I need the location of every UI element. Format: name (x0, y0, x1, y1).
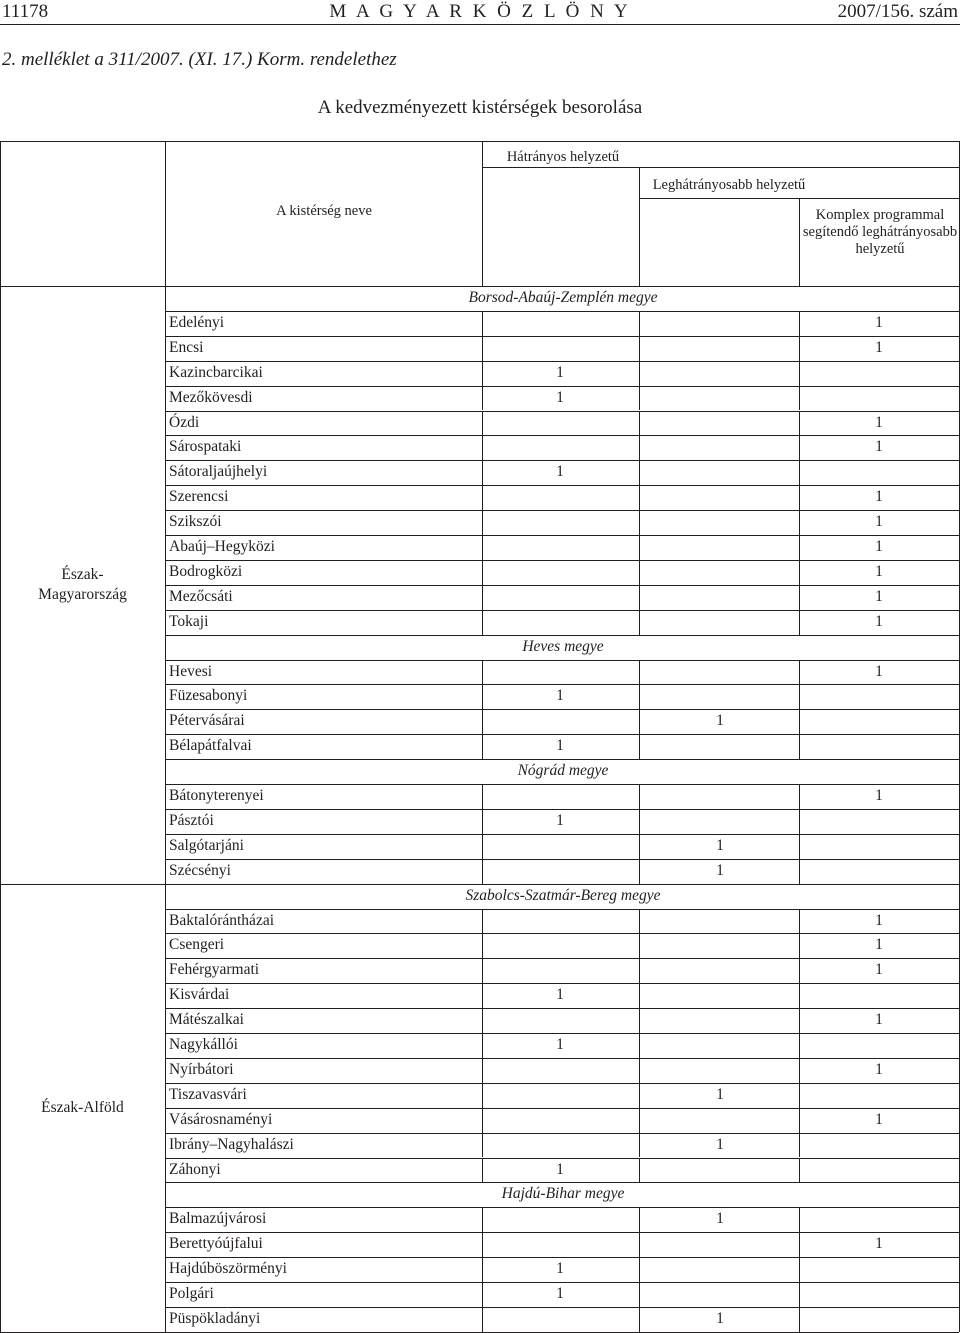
cell-divider (482, 1108, 483, 1133)
cell-divider (639, 1232, 640, 1257)
classification-mark: 1 (556, 986, 564, 1004)
row-border (165, 759, 959, 760)
region-name (0, 1098, 165, 1118)
cell-divider (639, 1158, 640, 1183)
cell-divider (482, 560, 483, 585)
subregion-name: Kazincbarcikai (169, 363, 263, 381)
classification-mark: 1 (716, 861, 724, 879)
row-border (165, 411, 959, 412)
subregion-name: Szerencsi (169, 488, 229, 506)
cell-divider (799, 1083, 800, 1108)
row-border (165, 1158, 959, 1159)
classification-mark: 1 (875, 538, 883, 555)
county-heading: Borsod-Abaúj-Zemplén megye (468, 289, 658, 306)
region-name-line2: Magyarország (38, 585, 127, 603)
cell-divider (799, 386, 800, 411)
cell-divider (482, 784, 483, 809)
cell-divider (639, 684, 640, 709)
cell-divider (799, 1282, 800, 1307)
cell-divider (482, 1008, 483, 1033)
subregion-name: Balmazújvárosi (169, 1210, 267, 1228)
subregion-name: Szécsényi (169, 861, 231, 879)
subregion-name: Sátoraljaújhelyi (169, 463, 268, 481)
classification-mark: 1 (875, 1011, 883, 1029)
cell-divider (799, 734, 800, 759)
classification-mark: 1 (875, 413, 883, 431)
row-border (165, 311, 959, 312)
header-divider-name (482, 141, 483, 286)
cell-divider (799, 660, 800, 685)
row-border (165, 1033, 959, 1034)
column-header-disadvantaged: Hátrányos helyzetű (506, 149, 620, 165)
row-border (165, 1282, 959, 1283)
cell-divider (799, 909, 800, 934)
cell-divider (799, 1307, 800, 1332)
cell-divider (482, 1033, 483, 1058)
cell-divider (799, 1108, 800, 1133)
header-rule-disadvantaged (482, 167, 959, 168)
cell-divider (639, 709, 640, 734)
cell-divider (799, 585, 800, 610)
cell-divider (482, 1133, 483, 1158)
county-heading: Heves megye (522, 637, 604, 655)
cell-divider (799, 784, 800, 809)
row-border (165, 933, 959, 934)
cell-divider (639, 560, 640, 585)
page-number: 11178 (2, 1, 49, 22)
cell-divider (482, 1232, 483, 1257)
cell-divider (639, 1282, 640, 1307)
header-bottom-border (0, 286, 960, 287)
county-heading: Nógrád megye (517, 762, 609, 780)
row-border (165, 1108, 959, 1109)
cell-divider (639, 834, 640, 859)
header-divider-most (799, 198, 800, 286)
row-border (165, 585, 959, 586)
cell-divider (482, 909, 483, 934)
column-header-name: A kistérség neve (276, 203, 372, 219)
cell-divider (799, 983, 800, 1008)
subregion-name: Mátészalkai (169, 1011, 244, 1029)
classification-mark: 1 (875, 1235, 883, 1253)
cell-divider (799, 684, 800, 709)
row-border (165, 734, 959, 735)
cell-divider (799, 1133, 800, 1158)
row-border (165, 709, 959, 710)
cell-divider (799, 460, 800, 485)
classification-mark: 1 (875, 313, 883, 331)
column-header-most-disadvantaged: Leghátrányosabb helyzetű (652, 177, 806, 193)
cell-divider (639, 1083, 640, 1108)
classification-table (0, 141, 960, 1327)
page-header (0, 0, 960, 24)
row-border (165, 784, 959, 785)
cell-divider (482, 535, 483, 560)
row-border (165, 884, 959, 885)
classification-mark: 1 (875, 338, 883, 356)
classification-mark: 1 (875, 562, 883, 580)
row-border (165, 684, 959, 685)
table-left-border (0, 141, 1, 1332)
subregion-name: Szikszói (169, 513, 222, 531)
cell-divider (482, 734, 483, 759)
cell-divider (639, 734, 640, 759)
subregion-name: Püspökladányi (169, 1309, 261, 1327)
header-divider-disadvantaged (639, 167, 640, 286)
region-name-line1: Észak-Alföld (41, 1098, 124, 1116)
row-border (165, 660, 959, 661)
classification-mark: 1 (875, 438, 883, 456)
cell-divider (482, 1058, 483, 1083)
classification-mark: 1 (556, 463, 564, 481)
cell-divider (639, 411, 640, 436)
row-border (165, 1307, 959, 1308)
classification-mark: 1 (875, 961, 883, 979)
cell-divider (482, 834, 483, 859)
classification-mark: 1 (556, 363, 564, 381)
cell-divider (482, 460, 483, 485)
subregion-name: Vásárosnaményi (169, 1110, 273, 1128)
cell-divider (639, 535, 640, 560)
subregion-name: Abaúj–Hegyközi (169, 538, 275, 555)
cell-divider (799, 560, 800, 585)
row-border (165, 635, 959, 636)
row-border (165, 361, 959, 362)
cell-divider (799, 859, 800, 884)
classification-mark: 1 (716, 1085, 724, 1103)
row-border (165, 1058, 959, 1059)
cell-divider (482, 1282, 483, 1307)
county-heading: Hajdú-Bihar megye (501, 1185, 625, 1203)
cell-divider (639, 784, 640, 809)
cell-divider (639, 660, 640, 685)
table-title: A kedvezményezett kistérségek besorolása (317, 97, 643, 118)
cell-divider (799, 336, 800, 361)
issue-number: 2007/156. szám (837, 1, 958, 22)
subregion-name: Bodrogközi (169, 562, 243, 580)
cell-divider (799, 1058, 800, 1083)
cell-divider (799, 435, 800, 460)
region-name-line1: Észak- (61, 565, 104, 583)
row-border (165, 336, 959, 337)
classification-mark: 1 (556, 737, 564, 755)
classification-mark: 1 (875, 488, 883, 506)
cell-divider (639, 336, 640, 361)
row-border (165, 1133, 959, 1134)
cell-divider (639, 435, 640, 460)
classification-mark: 1 (556, 811, 564, 829)
classification-mark: 1 (556, 687, 564, 705)
subregion-name: Polgári (169, 1285, 214, 1302)
row-border (165, 1008, 959, 1009)
cell-divider (482, 610, 483, 635)
row-border (165, 1083, 959, 1084)
cell-divider (482, 1083, 483, 1108)
cell-divider (799, 1207, 800, 1232)
cell-divider (639, 983, 640, 1008)
subregion-name: Sárospataki (169, 438, 242, 456)
subregion-name: Bélapátfalvai (169, 737, 252, 755)
subregion-name: Baktalórántházai (169, 911, 275, 929)
cell-divider (482, 1207, 483, 1232)
cell-divider (482, 958, 483, 983)
row-border (165, 386, 959, 387)
row-border (165, 809, 959, 810)
cell-divider (799, 1158, 800, 1183)
cell-divider (639, 1108, 640, 1133)
classification-mark: 1 (716, 1210, 724, 1228)
cell-divider (482, 684, 483, 709)
cell-divider (639, 361, 640, 386)
subregion-name: Hevesi (169, 662, 213, 680)
classification-mark: 1 (716, 1135, 724, 1153)
subregion-name: Záhonyi (169, 1160, 221, 1178)
row-border (165, 510, 959, 511)
subregion-name: Pétervásárai (169, 712, 245, 730)
cell-divider (482, 435, 483, 460)
row-border (165, 1257, 959, 1258)
cell-divider (482, 336, 483, 361)
cell-divider (799, 1033, 800, 1058)
row-border (165, 1232, 959, 1233)
subregion-name: Salgótarjáni (169, 836, 244, 854)
classification-mark: 1 (556, 1160, 564, 1178)
subregion-name: Csengeri (169, 936, 225, 954)
cell-divider (482, 859, 483, 884)
classification-mark: 1 (875, 911, 883, 929)
cell-divider (482, 386, 483, 411)
subregion-name: Pásztói (169, 811, 214, 829)
cell-divider (482, 660, 483, 685)
cell-divider (799, 485, 800, 510)
subregion-name: Füzesabonyi (169, 687, 248, 705)
classification-mark: 1 (716, 712, 724, 730)
cell-divider (482, 709, 483, 734)
cell-divider (639, 1133, 640, 1158)
subregion-name: Mezőkövesdi (169, 388, 253, 406)
classification-mark: 1 (556, 1036, 564, 1053)
cell-divider (799, 958, 800, 983)
subregion-name: Encsi (169, 338, 204, 356)
cell-divider (482, 485, 483, 510)
cell-divider (639, 859, 640, 884)
cell-divider (799, 834, 800, 859)
cell-divider (639, 933, 640, 958)
subregion-name: Mezőcsáti (169, 587, 233, 605)
classification-mark: 1 (875, 587, 883, 605)
classification-mark: 1 (875, 1110, 883, 1128)
classification-mark: 1 (716, 1309, 724, 1327)
row-border (165, 834, 959, 835)
cell-divider (639, 909, 640, 934)
region-name (0, 565, 165, 605)
row-border (165, 460, 959, 461)
row-border (165, 983, 959, 984)
cell-divider (639, 1307, 640, 1332)
classification-mark: 1 (875, 1060, 883, 1078)
cell-divider (639, 1058, 640, 1083)
cell-divider (639, 510, 640, 535)
cell-divider (799, 1008, 800, 1033)
cell-divider (639, 1257, 640, 1282)
cell-divider (799, 411, 800, 436)
subregion-name: Hajdúböszörményi (169, 1260, 287, 1278)
subregion-name: Tiszavasvári (169, 1085, 247, 1103)
cell-divider (799, 535, 800, 560)
county-heading: Szabolcs-Szatmár-Bereg megye (465, 886, 661, 904)
classification-mark: 1 (716, 836, 724, 854)
cell-divider (639, 386, 640, 411)
region-separator (0, 884, 165, 885)
cell-divider (799, 709, 800, 734)
cell-divider (639, 460, 640, 485)
cell-divider (482, 809, 483, 834)
cell-divider (799, 510, 800, 535)
cell-divider (639, 1207, 640, 1232)
cell-divider (482, 585, 483, 610)
header-rule (0, 24, 960, 25)
cell-divider (639, 1008, 640, 1033)
column-header-complex-program: Komplex programmal segítendő leghátrányosabb helyzetű (802, 207, 958, 257)
subregion-name: Nagykállói (169, 1036, 238, 1053)
subregion-name: Berettyóújfalui (169, 1235, 263, 1253)
row-border (165, 958, 959, 959)
gazette-title: M A G Y A R K Ö Z L Ö N Y (329, 1, 631, 22)
cell-divider (799, 933, 800, 958)
subregion-name: Kisvárdai (169, 986, 230, 1004)
cell-divider (799, 610, 800, 635)
cell-divider (482, 1158, 483, 1183)
cell-divider (482, 983, 483, 1008)
cell-divider (639, 585, 640, 610)
row-border (165, 859, 959, 860)
cell-divider (639, 809, 640, 834)
classification-mark: 1 (875, 787, 883, 804)
cell-divider (799, 311, 800, 336)
classification-mark: 1 (875, 662, 883, 680)
annex-caption: 2. melléklet a 311/2007. (XI. 17.) Korm. rendelethez (2, 49, 397, 70)
cell-divider (482, 1257, 483, 1282)
row-border (165, 485, 959, 486)
cell-divider (482, 311, 483, 336)
cell-divider (482, 1307, 483, 1332)
cell-divider (482, 361, 483, 386)
row-border (165, 560, 959, 561)
cell-divider (482, 933, 483, 958)
row-border (165, 535, 959, 536)
cell-divider (639, 958, 640, 983)
cell-divider (799, 1257, 800, 1282)
classification-mark: 1 (875, 612, 883, 630)
cell-divider (639, 485, 640, 510)
cell-divider (799, 1232, 800, 1257)
subregion-name: Fehérgyarmati (169, 961, 260, 979)
subregion-name: Tokaji (169, 612, 209, 630)
row-border (165, 909, 959, 910)
cell-divider (639, 311, 640, 336)
classification-mark: 1 (556, 1260, 564, 1278)
row-border (165, 610, 959, 611)
subregion-name: Edelényi (169, 313, 225, 331)
cell-divider (799, 809, 800, 834)
table-top-border (0, 141, 960, 142)
subregion-name: Nyírbátori (169, 1060, 234, 1078)
cell-divider (482, 510, 483, 535)
classification-mark: 1 (556, 1285, 564, 1302)
cell-divider (639, 1033, 640, 1058)
classification-mark: 1 (556, 388, 564, 406)
subregion-name: Bátonyterenyei (169, 787, 264, 804)
subregion-name: Ibrány–Nagyhalászi (169, 1135, 294, 1153)
row-border (165, 1207, 959, 1208)
region-column-divider (165, 141, 166, 1332)
classification-mark: 1 (875, 936, 883, 954)
subregion-name: Ózdi (169, 413, 200, 431)
row-border (165, 435, 959, 436)
cell-divider (799, 361, 800, 386)
cell-divider (482, 411, 483, 436)
classification-mark: 1 (875, 513, 883, 531)
row-border (165, 1182, 959, 1183)
cell-divider (639, 610, 640, 635)
